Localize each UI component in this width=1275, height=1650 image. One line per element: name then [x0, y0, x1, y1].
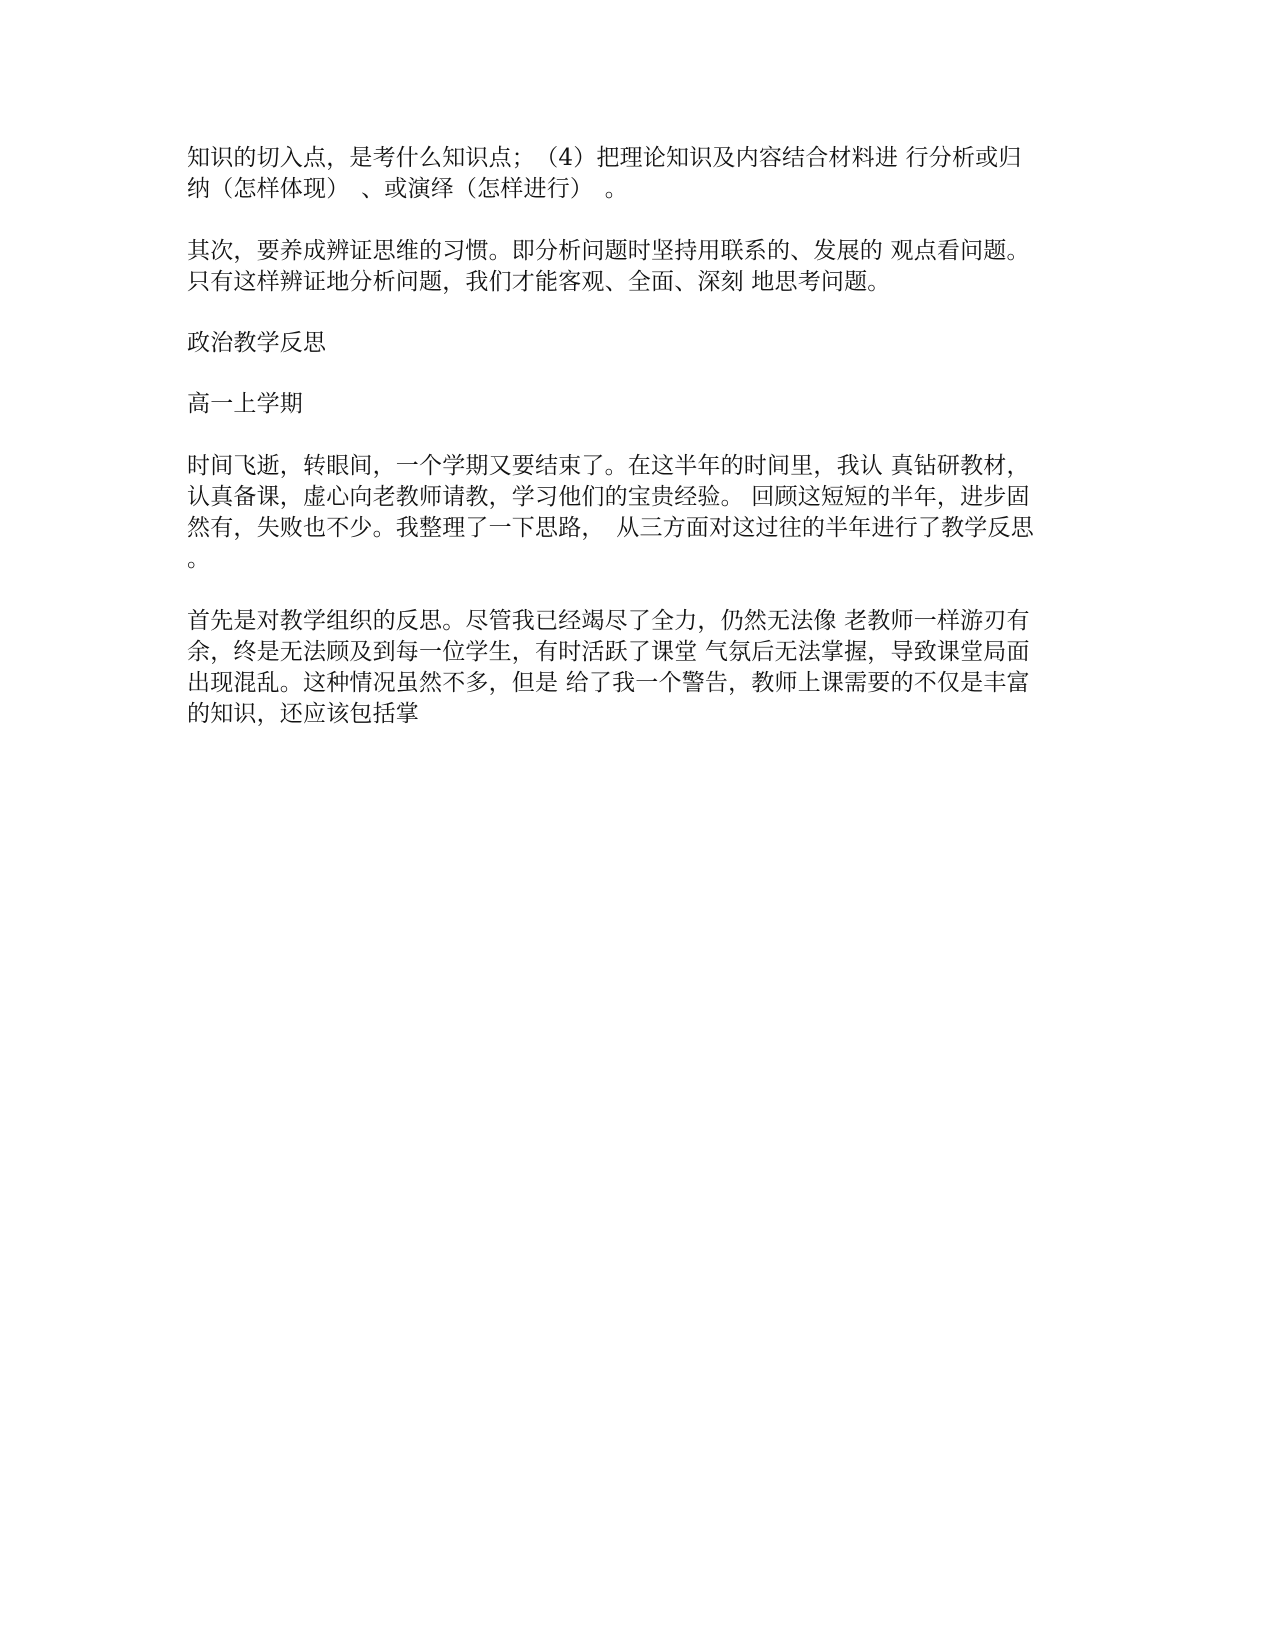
- document-body: [187, 143, 1092, 730]
- text-line: 出现混乱。这种情况虽然不多，但是 给了我一个警告，教师上课需要的不仅是丰富: [187, 670, 1030, 696]
- text-line: 认真备课，虚心向老教师请教，学习他们的宝贵经验。 回顾这短短的半年，进步固: [187, 484, 1030, 510]
- text-line: 然有，失败也不少。我整理了一下思路， 从三方面对这过往的半年进行了教学反思: [187, 515, 1034, 541]
- section-title: [187, 328, 1092, 359]
- section-subtitle: [187, 389, 1092, 420]
- paragraph-teaching-organization: [187, 606, 1092, 730]
- paragraph-exam-analysis: [187, 143, 1092, 205]
- text-line: 余，终是无法顾及到每一位学生，有时活跃了课堂 气氛后无法掌握，导致课堂局面: [187, 639, 1030, 665]
- text-line: 时间飞逝，转眼间，一个学期又要结束了。在这半年的时间里，我认 真钻研教材，: [187, 453, 1030, 479]
- text-line: 只有这样辨证地分析问题，我们才能客观、全面、深刻 地思考问题。: [187, 269, 891, 295]
- text-line: 高一上学期: [187, 391, 303, 417]
- paragraph-semester-review: [187, 451, 1092, 575]
- text-line: 首先是对教学组织的反思。尽管我已经竭尽了全力，仍然无法像 老教师一样游刃有: [187, 608, 1030, 634]
- text-line: 。: [187, 546, 211, 572]
- text-line: 知识的切入点，是考什么知识点； （4）把理论知识及内容结合材料进 行分析或归: [187, 145, 1022, 171]
- text-line: 其次，要养成辨证思维的习惯。即分析问题时坚持用联系的、发展的 观点看问题。: [187, 238, 1030, 264]
- paragraph-dialectical-thinking: [187, 236, 1092, 298]
- text-line: 政治教学反思: [187, 330, 327, 356]
- text-line: 的知识，还应该包括掌: [187, 701, 419, 727]
- text-line: 纳（怎样体现） 、或演绎（怎样进行） 。: [187, 176, 628, 202]
